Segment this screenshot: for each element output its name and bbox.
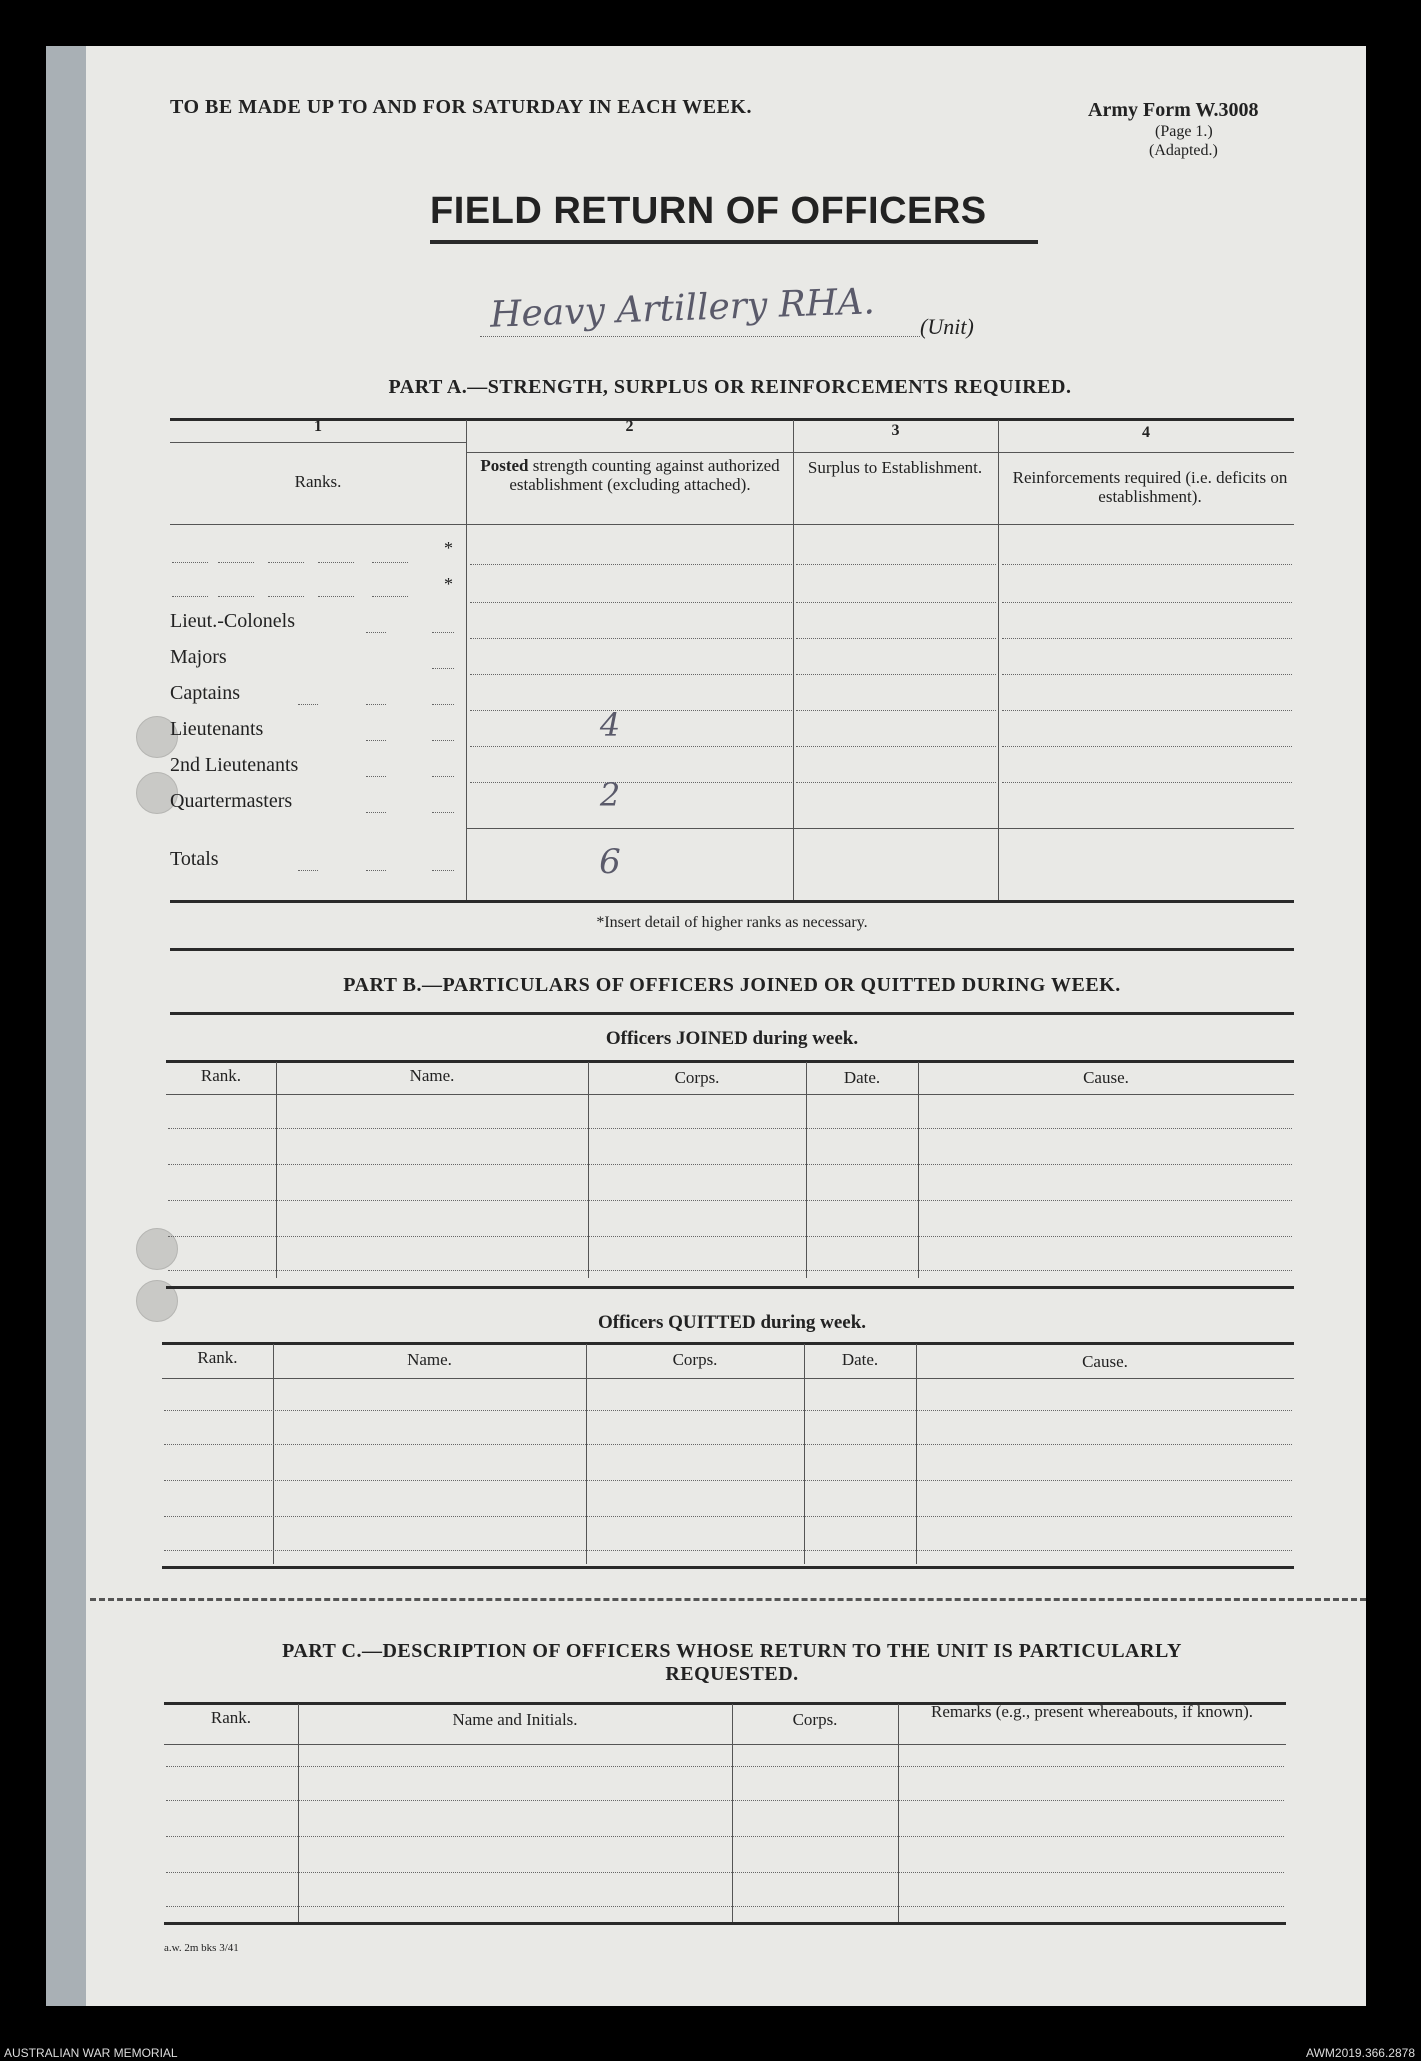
punch-hole [136,1228,178,1270]
paper-edge-strip [46,46,86,2006]
col-header-reinforcements: Reinforcements required (i.e. deficits on establishment). [1012,468,1288,506]
rank-2nd-lieutenants: 2nd Lieutenants [170,754,299,776]
part-c-heading [170,1640,1294,1686]
page-number: (Page 1.) [1155,123,1213,140]
footer-accession-number: AWM2019.366.2878 [1306,2046,1415,2060]
posted-rest: strength counting against authorized establishment (excluding attached). [509,456,780,494]
posted-quartermasters-value: 2 [599,776,621,814]
totals-label: Totals [170,848,219,870]
posted-totals-value: 6 [599,842,621,882]
rank-row-star: * [444,574,453,594]
part-a-heading: PART A.—STRENGTH, SURPLUS OR REINFORCEMENTS REQUIRED. [388,376,1072,398]
part-c-heading-line2: REQUESTED. [665,1663,799,1685]
form-number: Army Form W.3008 [1088,99,1259,121]
joined-col-corps: Corps. [674,1068,720,1087]
part-c-col-corps: Corps. [792,1710,838,1729]
col-number-4: 4 [1142,424,1150,441]
unit-name-handwritten: Heavy Artillery RHA. [489,281,876,336]
rank-row-star: * [444,538,453,558]
print-code: a.w. 2m bks 3/41 [164,1942,239,1954]
part-c-col-name: Name and Initials. [452,1710,578,1729]
tear-line [90,1598,1366,1601]
joined-col-cause: Cause. [1083,1068,1129,1087]
part-b-heading: PART B.—PARTICULARS OF OFFICERS JOINED OR QUITTED DURING WEEK. [343,974,1121,996]
col-header-posted [470,456,790,494]
unit-dotted-line [480,336,920,337]
page-title: FIELD RETURN OF OFFICERS [430,190,987,232]
posted-lieutenants-value: 4 [599,706,621,744]
unit-label: (Unit) [920,314,974,339]
part-a-footnote: *Insert detail of higher ranks as necessary. [596,914,868,931]
col-number-1: 1 [314,418,322,435]
title-underline [430,240,1038,244]
quitted-col-rank: Rank. [197,1348,238,1367]
rank-quartermasters: Quartermasters [170,790,293,812]
quitted-col-corps: Corps. [672,1350,718,1369]
rank-majors: Majors [170,646,227,668]
part-c-heading-line1: PART C.—DESCRIPTION OF OFFICERS WHOSE RETURN TO THE UNIT IS PARTICULARLY [282,1640,1182,1662]
col-header-ranks: Ranks. [294,472,342,491]
joined-col-date: Date. [843,1068,881,1087]
adapted-note: (Adapted.) [1149,142,1218,159]
quitted-title: Officers QUITTED during week. [597,1312,867,1333]
footer-institution: AUSTRALIAN WAR MEMORIAL [4,2046,178,2060]
col-header-surplus: Surplus to Establishment. [807,458,983,477]
quitted-col-date: Date. [841,1350,879,1369]
part-c-col-rank: Rank. [210,1708,252,1727]
part-c-col-remarks: Remarks (e.g., present whereabouts, if known). [931,1702,1253,1721]
rank-captains: Captains [170,682,240,704]
quitted-col-cause: Cause. [1082,1352,1128,1371]
instruction-text: TO BE MADE UP TO AND FOR SATURDAY IN EACH WEEK. [170,96,752,118]
quitted-col-name: Name. [407,1350,452,1369]
joined-col-name: Name. [409,1066,455,1085]
joined-col-rank: Rank. [200,1066,242,1085]
posted-emphasis: Posted [480,456,529,475]
rank-lieut-colonels: Lieut.-Colonels [170,610,295,632]
col-number-3: 3 [891,422,900,439]
rank-lieutenants: Lieutenants [170,718,264,740]
joined-title: Officers JOINED during week. [605,1028,859,1049]
col-number-2: 2 [625,418,634,435]
